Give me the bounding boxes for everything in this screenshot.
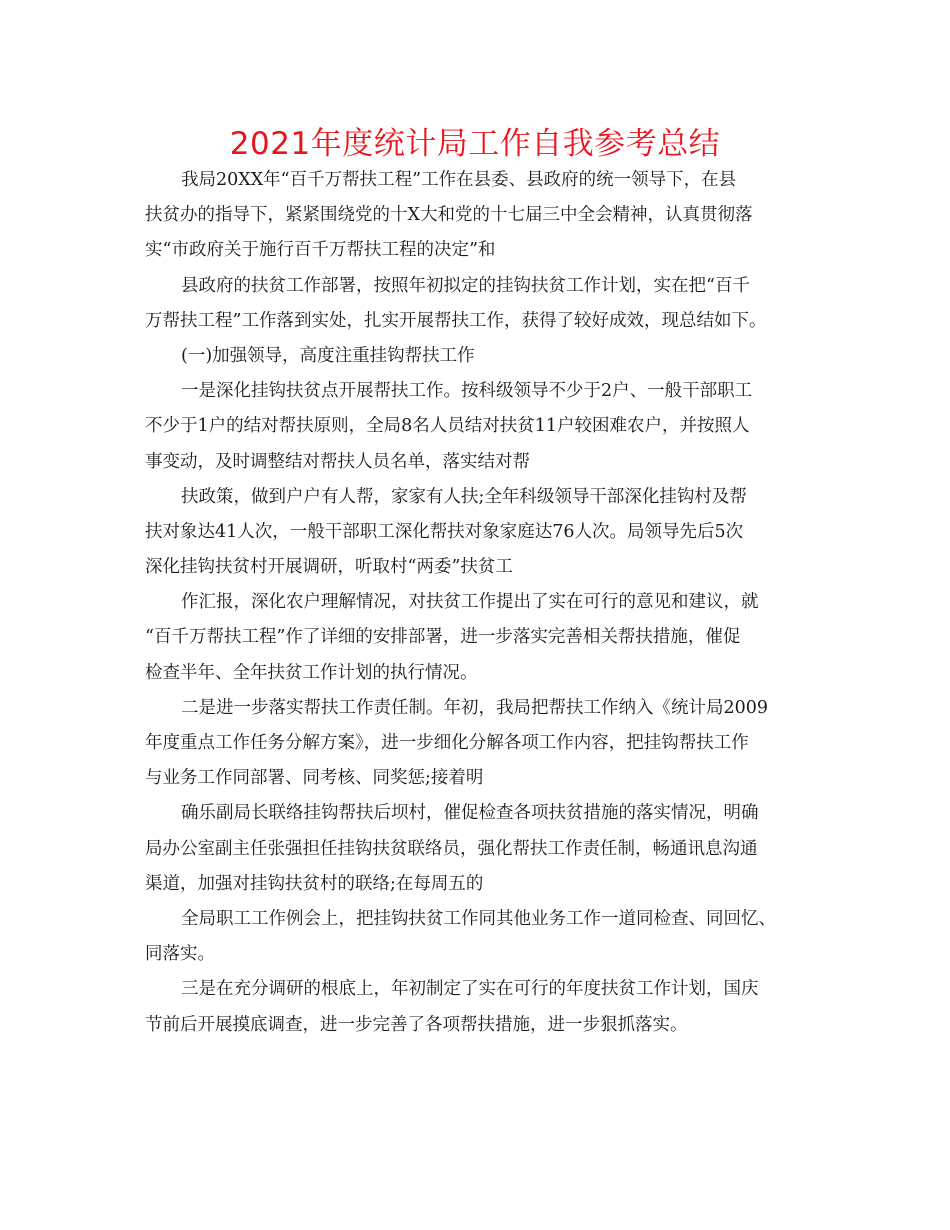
body-line: 我局20XX年“百千万帮扶工程”工作在县委、县政府的统一领导下，在县 [181, 170, 737, 190]
body-line: 渠道，加强对挂钩扶贫村的联络;在每周五的 [145, 873, 484, 894]
body-line: 三是在充分调研的根底上，年初制定了实在可行的年度扶贫工作计划，国庆 [181, 979, 759, 1000]
body-line: 实“市政府关于施行百千万帮扶工程的决定”和 [145, 240, 496, 261]
body-line: “百千万帮扶工程”作了详细的安排部署，进一步落实完善相关帮扶措施，催促 [145, 627, 741, 648]
body-line: 深化挂钩扶贫村开展调研，听取村“两委”扶贫工 [145, 557, 513, 578]
body-line: 年度重点工作任务分解方案》，进一步细化分解各项工作内容，把挂钩帮扶工作 [145, 733, 749, 753]
body-line: 局办公室副主任张强担任挂钩扶贫联络员，强化帮扶工作责任制，畅通讯息沟通 [145, 838, 758, 859]
body-line: 事变动，及时调整结对帮扶人员名单，落实结对帮 [145, 451, 530, 472]
body-line: 节前后开展摸底调查，进一步完善了各项帮扶措施，进一步狠抓落实。 [145, 1014, 688, 1035]
section-heading: (一)加强领导，高度注重挂钩帮扶工作 [181, 345, 475, 366]
body-line: 县政府的扶贫工作部署，按照年初拟定的挂钩扶贫工作计划，实在把“百千 [181, 275, 750, 296]
body-line: 扶政策，做到户户有人帮，家家有人扶;全年科级领导干部深化挂钩村及帮 [181, 486, 747, 507]
body-line: 同落实。 [145, 944, 215, 965]
body-line: 一是深化挂钩扶贫点开展帮扶工作。按科级领导不少于2户、一般干部职工 [181, 381, 753, 402]
body-line: 扶对象达41人次，一般干部职工深化帮扶对象家庭达76人次。局领导先后5次 [145, 521, 744, 542]
body-line: 检查半年、全年扶贫工作计划的执行情况。 [145, 662, 478, 683]
body-line: 确乐副局长联络挂钩帮扶后坝村，催促检查各项扶贫措施的落实情况，明确 [181, 803, 759, 824]
body-line: 作汇报，深化农户理解情况，对扶贫工作提出了实在可行的意见和建议，就 [181, 592, 759, 613]
body-line: 全局职工工作例会上，把挂钩扶贫工作同其他业务工作一道同检查、同回忆、 [181, 908, 776, 929]
document-body [145, 163, 807, 1043]
body-line: 万帮扶工程”工作落到实处，扎实开展帮扶工作，获得了较好成效，现总结如下。 [145, 310, 767, 331]
document-title: 2021年度统计局工作自我参考总结 [229, 126, 721, 162]
body-line: 与业务工作同部署、同考核、同奖惩;接着明 [145, 768, 484, 789]
body-line: 不少于1户的结对帮扶原则，全局8名人员结对扶贫11户较困难农户，并按照人 [145, 416, 750, 437]
body-line: 扶贫办的指导下，紧紧围绕党的十X大和党的十七届三中全会精神，认真贯彻落 [145, 205, 753, 226]
body-line: 二是进一步落实帮扶工作责任制。年初，我局把帮扶工作纳入《统计局2009 [181, 697, 769, 718]
